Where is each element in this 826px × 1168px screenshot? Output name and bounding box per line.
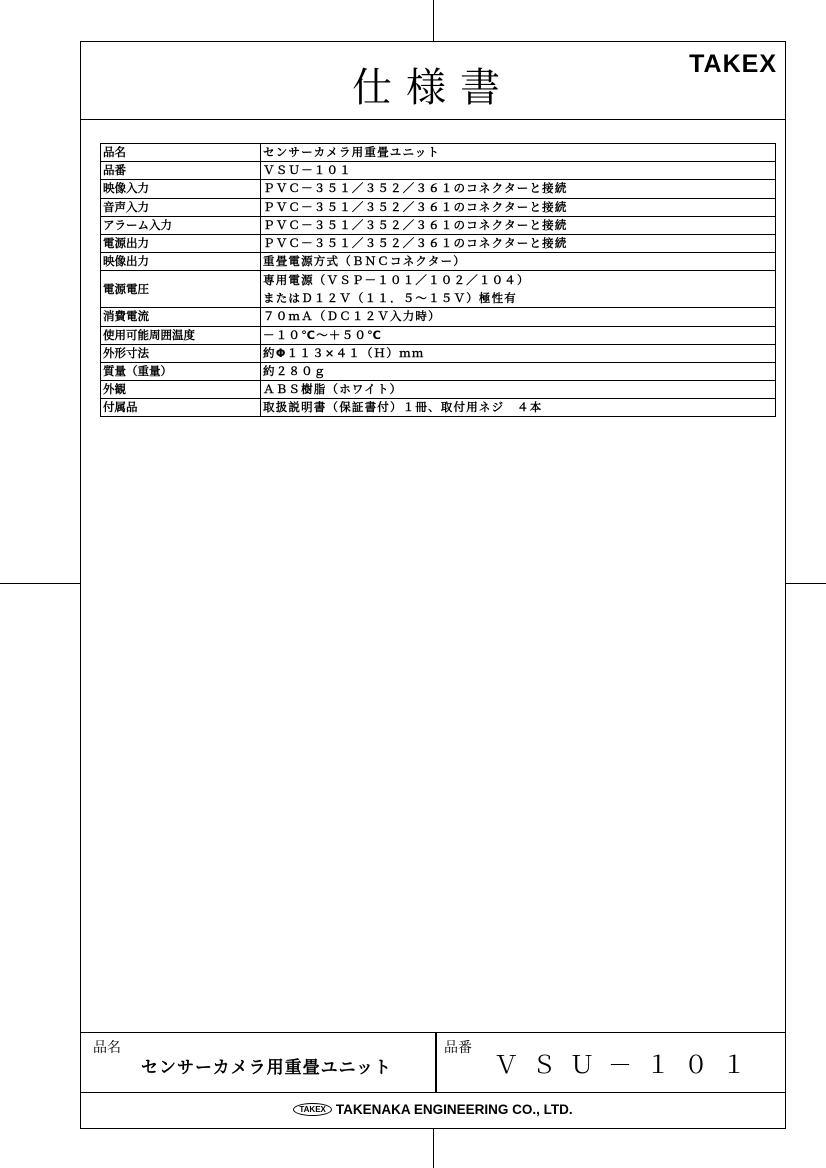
page-title: 仕様書 — [352, 65, 514, 111]
spec-value: ＶＳＵ－１０１ — [261, 162, 776, 180]
spec-label: 外観 — [101, 381, 261, 399]
table-row — [101, 198, 776, 216]
spec-label: 付属品 — [101, 399, 261, 417]
spec-label: 消費電流 — [101, 308, 261, 326]
table-row — [101, 326, 776, 344]
spec-label: 音声入力 — [101, 198, 261, 216]
crop-mark-left — [0, 583, 80, 584]
crop-mark-top — [433, 0, 434, 41]
table-row — [101, 344, 776, 362]
product-name-value: センサーカメラ用重畳ユニット — [141, 1058, 392, 1078]
spec-value: －１０℃～＋５０℃ — [261, 326, 776, 344]
spec-value: ７０ｍＡ（ＤＣ１２Ｖ入力時） — [261, 308, 776, 326]
product-name-caption: 品名 — [93, 1040, 121, 1056]
product-number-value: ＶＳＵ－１０１ — [494, 1051, 760, 1079]
spec-value: ＰＶＣ－３５１／３５２／３６１のコネクターと接続 — [261, 180, 776, 198]
table-row — [101, 308, 776, 326]
footer — [81, 1092, 785, 1130]
company-line — [81, 1101, 785, 1117]
spec-value: ＰＶＣ－３５１／３５２／３６１のコネクターと接続 — [261, 198, 776, 216]
spec-label: 品名 — [101, 144, 261, 162]
spec-label: 使用可能周囲温度 — [101, 326, 261, 344]
spec-label: 映像出力 — [101, 253, 261, 271]
company-name: TAKENAKA ENGINEERING CO., LTD. — [335, 1101, 573, 1117]
table-row — [101, 162, 776, 180]
spec-label: 電源電圧 — [101, 271, 261, 308]
spec-label: 電源出力 — [101, 234, 261, 252]
title-bar — [81, 42, 785, 120]
spec-value: ＰＶＣ－３５１／３５２／３６１のコネクターと接続 — [261, 216, 776, 234]
table-row — [101, 399, 776, 417]
spec-value: ＰＶＣ－３５１／３５２／３６１のコネクターと接続 — [261, 234, 776, 252]
spec-value: 取扱説明書（保証書付）１冊、取付用ネジ ４本 — [261, 399, 776, 417]
spec-value: ＡＢＳ樹脂（ホワイト） — [261, 381, 776, 399]
spec-sheet — [80, 41, 786, 1129]
brand-logo: TAKEX — [689, 50, 777, 78]
table-row — [101, 234, 776, 252]
crop-mark-bottom — [433, 1129, 434, 1168]
table-row — [101, 216, 776, 234]
table-row — [101, 253, 776, 271]
spec-value: 約２８０ｇ — [261, 362, 776, 380]
title-block — [81, 1032, 785, 1092]
table-row — [101, 271, 776, 308]
spec-label: 映像入力 — [101, 180, 261, 198]
crop-mark-right — [786, 583, 826, 584]
spec-value — [261, 271, 776, 308]
title-block-divider — [435, 1033, 437, 1092]
table-row — [101, 144, 776, 162]
product-number-caption: 品番 — [444, 1040, 472, 1056]
spec-value: 約Φ１１３×４１（Ｈ）ｍｍ — [261, 344, 776, 362]
table-row — [101, 362, 776, 380]
table-row — [101, 180, 776, 198]
company-logo: TAKEX — [293, 1103, 332, 1116]
spec-label: アラーム入力 — [101, 216, 261, 234]
spec-value-line: またはＤ１２Ｖ（１１．５～１５Ｖ）極性有 — [263, 291, 517, 306]
spec-table — [100, 143, 776, 417]
table-row — [101, 381, 776, 399]
spec-label: 質量（重量） — [101, 362, 261, 380]
spec-label: 外形寸法 — [101, 344, 261, 362]
spec-value-line: 専用電源（ＶＳＰ－１０１／１０２／１０４） — [263, 273, 530, 288]
spec-label: 品番 — [101, 162, 261, 180]
spec-value: センサーカメラ用重畳ユニット — [261, 144, 776, 162]
spec-value: 重畳電源方式（ＢＮＣコネクター） — [261, 253, 776, 271]
